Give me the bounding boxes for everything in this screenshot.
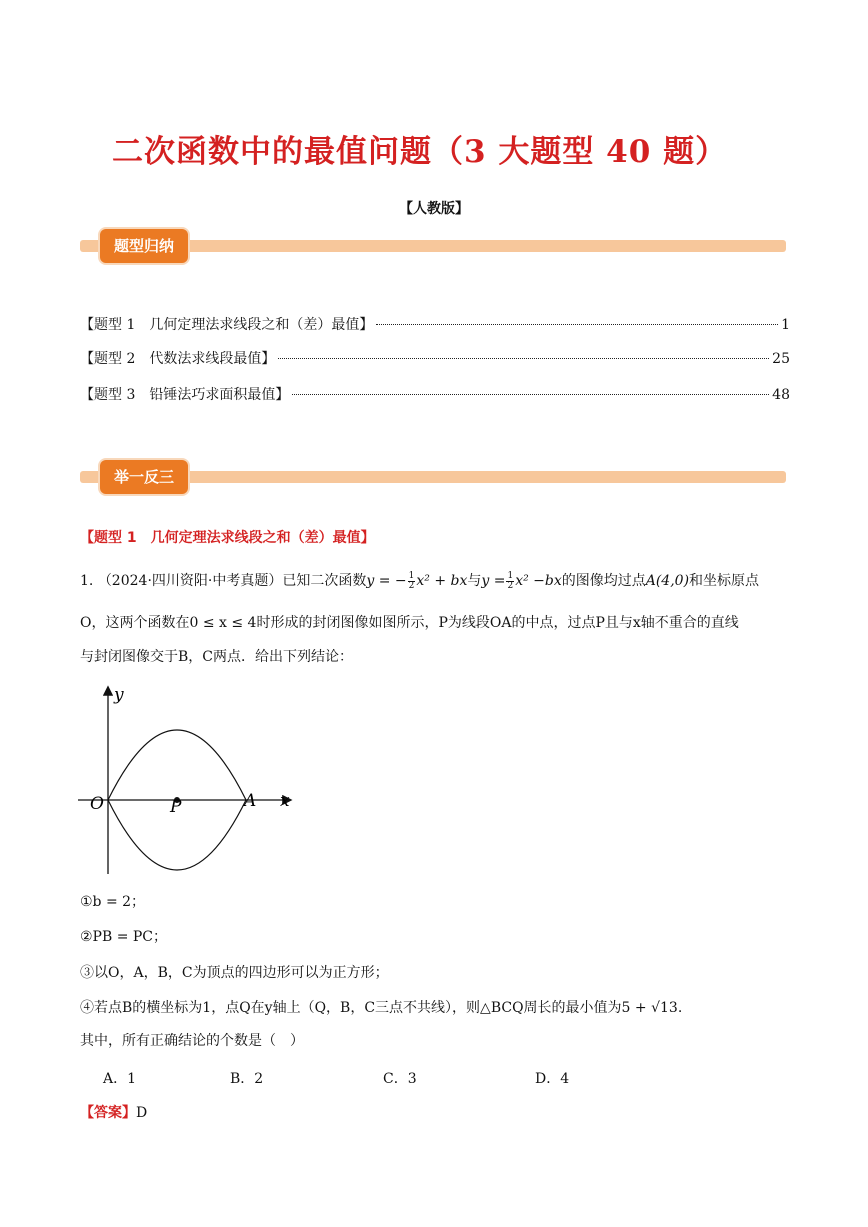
statement-2: ②PB = PC；	[80, 929, 168, 945]
toc-page: 1	[781, 317, 790, 333]
statement-3: ③以O，A，B，C为顶点的四边形可以为正方形；	[80, 965, 389, 981]
toc-label: 【题型 3 铅锤法巧求面积最值】	[80, 387, 290, 403]
problem-text: 和坐标原点	[689, 573, 760, 589]
x-axis-label: x	[280, 791, 290, 811]
equation-1-tail: x² + bx	[416, 573, 468, 589]
problem-number: 1.	[80, 573, 94, 589]
toc-item[interactable]	[80, 348, 790, 368]
fraction-denominator: 2	[507, 580, 514, 591]
answer-line	[80, 1102, 147, 1122]
fraction-numerator: 1	[408, 570, 415, 581]
statement-1: ①b = 2；	[80, 894, 146, 910]
function-graph	[78, 684, 328, 879]
upper-parabola	[108, 730, 246, 800]
section-badge-summary: 题型归纳	[100, 229, 188, 263]
edition-label: 【人教版】	[399, 201, 469, 217]
point-p-label: P	[170, 797, 182, 817]
toc-page: 25	[772, 351, 790, 367]
fraction-denominator: 2	[408, 580, 415, 591]
problem-line-1	[80, 571, 800, 591]
toc-item[interactable]	[80, 384, 790, 404]
equation-2-tail: x² −bx	[515, 573, 562, 589]
option-a[interactable]: A．1	[103, 1071, 137, 1087]
problem-text: 与	[467, 573, 482, 589]
fraction	[408, 572, 416, 591]
question-text: 其中，所有正确结论的个数是（ ）	[80, 1033, 304, 1049]
problem-line-2: O，这两个函数在0 ≤ x ≤ 4时形成的封闭图像如图所示，P为线段OA的中点，过点P且与x轴不重合的直线	[80, 615, 739, 631]
toc-page: 48	[772, 387, 790, 403]
answer-label: 【答案】	[80, 1105, 136, 1121]
option-d[interactable]: D．4	[535, 1071, 570, 1087]
toc-leader	[278, 358, 769, 359]
option-c[interactable]: C．3	[383, 1071, 417, 1087]
section-heading: 【题型 1 几何定理法求线段之和（差）最值】	[80, 530, 375, 546]
fraction-numerator: 1	[507, 570, 514, 581]
answer-value: D	[136, 1105, 148, 1121]
y-axis-label: y	[114, 685, 124, 705]
equation-2: y =	[481, 573, 506, 589]
option-b[interactable]: B．2	[230, 1071, 264, 1087]
toc-leader	[292, 394, 769, 395]
toc-label: 【题型 1 几何定理法求线段之和（差）最值】	[80, 317, 374, 333]
statement-4: ④若点B的横坐标为1，点Q在y轴上（Q，B，C三点不共线），则△BCQ周长的最小值为5 + √13.	[80, 1000, 683, 1016]
toc-leader	[376, 324, 778, 325]
equation-1: y = −	[366, 573, 407, 589]
toc-label: 【题型 2 代数法求线段最值】	[80, 351, 276, 367]
problem-source: （2024·四川资阳·中考真题）	[97, 573, 283, 589]
fraction	[506, 572, 514, 591]
point-a-label: A	[244, 791, 257, 811]
document-title: 二次函数中的最值问题（3 大题型 40 题）	[112, 134, 728, 170]
problem-line-3: 与封闭图像交于B，C两点．给出下列结论：	[80, 649, 353, 665]
toc-item[interactable]	[80, 314, 790, 334]
section-badge-examples: 举一反三	[100, 460, 188, 494]
point-a-coords: A(4,0)	[645, 573, 690, 589]
problem-text: 的图像均过点	[561, 573, 646, 589]
origin-label: O	[90, 794, 104, 814]
problem-text: 已知二次函数	[282, 573, 367, 589]
